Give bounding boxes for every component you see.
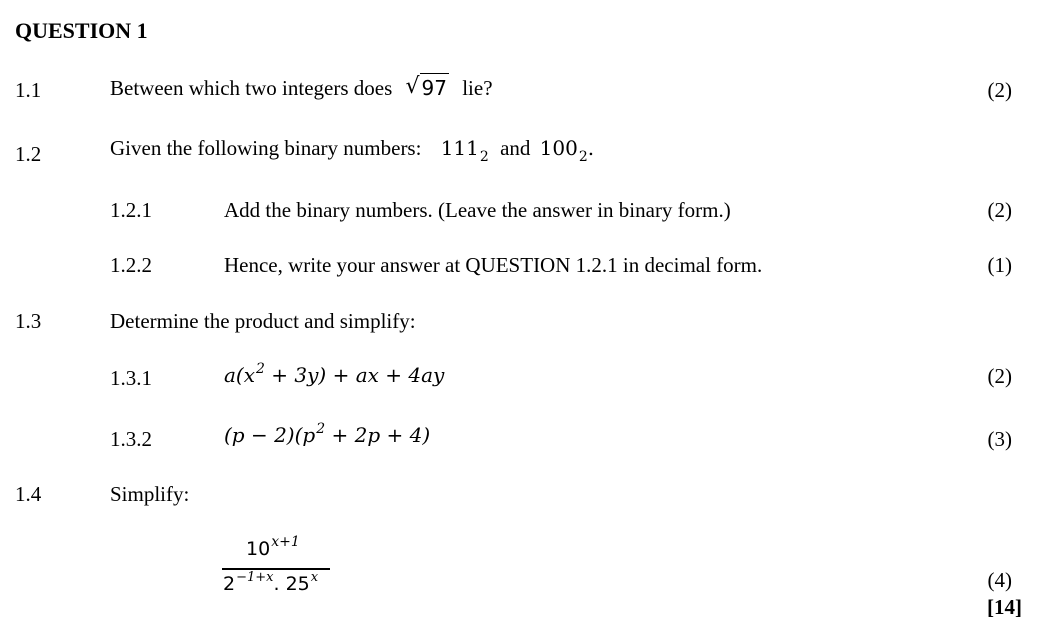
fraction-denominator [223,570,319,595]
radicand: 97 [420,73,449,100]
question-1-2-label: Given the following binary numbers: [110,136,422,160]
question-number-1-2: 1.2 [15,142,42,166]
denominator-exponent-1: −1+x [236,570,274,585]
period: . [587,136,595,160]
question-title: QUESTION 1 [15,18,148,43]
question-total: [14] [987,595,1022,619]
question-1-2-text [110,136,595,165]
marks-1-2-2: (1) [987,253,1012,277]
and-word: and [500,136,531,160]
square-root [405,74,449,100]
denominator-exponent-2: x [310,570,319,585]
question-number-1-3: 1.3 [15,309,42,333]
expression-1-3-1 [224,361,445,387]
question-number-1-3-2: 1.3.2 [110,427,152,451]
binary-number-2 [539,136,588,165]
question-1-1-text [110,74,493,100]
question-1-1-text-after: lie? [462,76,493,100]
question-1-2-2-text: Hence, write your answer at QUESTION 1.2.1 in decimal form. [224,253,763,277]
marks-1-4: (4) [987,568,1012,592]
binary-number-2-value: 100 [539,136,578,160]
numerator-base: 10 [246,538,271,560]
expression-1-3-1-part2: + 3y) + ax + 4ay [264,363,445,387]
question-1-4-text: Simplify: [110,482,190,506]
question-number-1-2-1: 1.2.1 [110,198,152,222]
denominator-separator: . [273,573,286,595]
question-number-1-3-1: 1.3.1 [110,366,152,390]
binary-number-2-base: 2 [578,149,588,165]
marks-1-3-1: (2) [987,364,1012,388]
expression-1-3-2-exponent: 2 [316,421,326,437]
question-1-2-1-text: Add the binary numbers. (Leave the answer in binary form.) [224,198,731,222]
question-number-1-4: 1.4 [15,482,42,506]
fraction-numerator [246,534,300,560]
radical-sign: √ [405,74,420,99]
binary-number-1-base: 2 [479,149,489,165]
denominator-base-1: 2 [223,573,236,595]
binary-number-1-value: 111 [440,136,479,160]
expression-1-3-2-part2: + 2p + 4) [325,423,431,447]
question-1-1-text-before: Between which two integers does [110,76,393,100]
expression-1-3-1-part1: a(x [224,363,256,387]
denominator-base-2: 25 [285,573,310,595]
expression-1-3-1-exponent: 2 [256,361,265,377]
expression-1-3-2-part1: (p − 2)(p [224,423,316,447]
expression-1-3-2 [224,421,431,447]
question-1-3-text: Determine the product and simplify: [110,309,416,333]
marks-1-2-1: (2) [987,198,1012,222]
marks-1-3-2: (3) [987,427,1012,451]
binary-number-1 [440,136,489,165]
question-number-1-2-2: 1.2.2 [110,253,152,277]
numerator-exponent: x+1 [271,534,300,550]
question-number-1-1: 1.1 [15,78,42,102]
marks-1-1: (2) [987,78,1012,102]
